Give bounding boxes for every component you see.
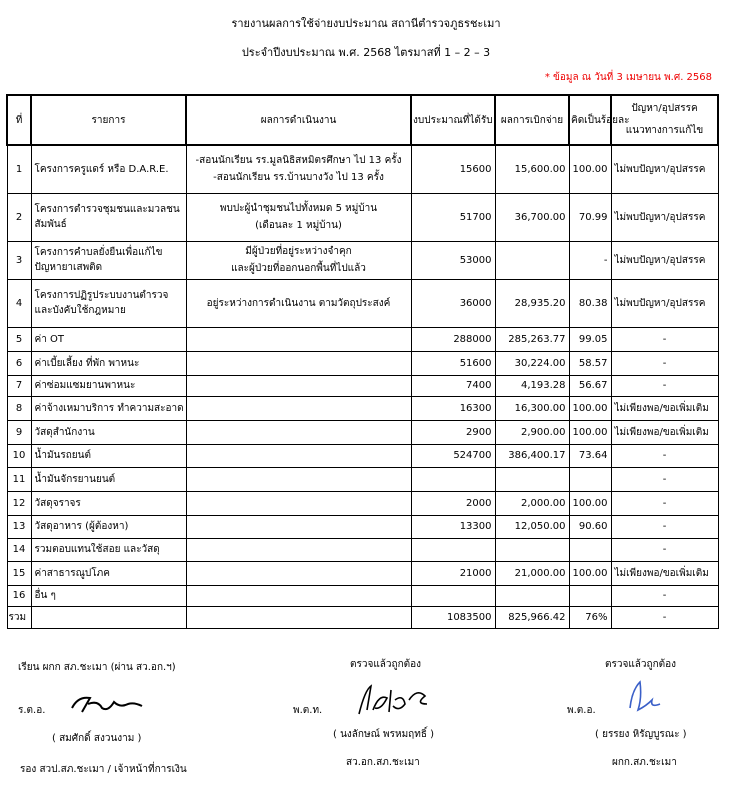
- row-item: น้ำมันจักรยานยนต์: [31, 467, 186, 491]
- report-subtitle: ประจำปีงบประมาณ พ.ศ. 2568 ไตรมาสที่ 1 – 2 – 3: [241, 46, 491, 59]
- right-signer-top: ตรวจแล้วถูกต้อง: [605, 659, 677, 670]
- row-problem: -: [611, 444, 718, 467]
- table-row: [7, 279, 718, 327]
- row-problem: ไม่พบปัญหา/อุปสรรค: [611, 279, 718, 327]
- row-number: 4: [7, 279, 31, 327]
- row-result: [186, 327, 411, 351]
- row-number: 16: [7, 585, 31, 606]
- table-row: [7, 444, 718, 467]
- row-result: [186, 351, 411, 375]
- table-row: [7, 327, 718, 351]
- table-row: [7, 241, 718, 279]
- row-item: รวมตอบแทนใช้สอย และวัสดุ: [31, 538, 186, 561]
- row-problem: -: [611, 351, 718, 375]
- result-line: -สอนนักเรียน รร.มูลนิธิสหมิตรศึกษา ไป 13 ครั้ง: [195, 155, 402, 167]
- result-line: -สอนนักเรียน รร.บ้านบางวัง ไป 13 ครั้ง: [213, 172, 384, 184]
- middle-signer-top: ตรวจแล้วถูกต้อง: [350, 659, 422, 670]
- row-number: 12: [7, 491, 31, 515]
- row-budget: 16300: [411, 396, 495, 420]
- right-signer-name: ( ยรรยง หิรัญบูรณะ ): [595, 729, 687, 740]
- row-problem: -: [611, 327, 718, 351]
- result-line: และผู้ป่วยที่ออกนอกพื้นที่ไปแล้ว: [231, 263, 366, 274]
- row-spent: 30,224.00: [495, 351, 569, 375]
- total-item: [31, 606, 186, 628]
- table-row: [7, 491, 718, 515]
- row-spent: 12,050.00: [495, 515, 569, 538]
- row-problem: ไม่เพียงพอ/ขอเพิ่มเติม: [611, 561, 718, 585]
- row-budget: [411, 467, 495, 491]
- left-signer-top: เรียน ผกก สภ.ชะเมา (ผ่าน สว.อก.ฯ): [18, 662, 176, 673]
- header-problem: [611, 95, 718, 145]
- row-problem: -: [611, 585, 718, 606]
- row-result: [186, 585, 411, 606]
- row-budget: 15600: [411, 145, 495, 193]
- row-budget: [411, 585, 495, 606]
- report-title: รายงานผลการใช้จ่ายงบประมาณ สถานีตำรวจภูธรชะเมา: [231, 17, 501, 30]
- result-line: พบปะผู้นำชุมชนไปทั้งหมด 5 หมู่บ้าน: [219, 203, 378, 214]
- middle-signer-position: สว.อก.สภ.ชะเมา: [346, 757, 420, 768]
- row-problem: -: [611, 538, 718, 561]
- row-budget: 2000: [411, 491, 495, 515]
- row-spent: [495, 538, 569, 561]
- row-spent: 36,700.00: [495, 193, 569, 241]
- row-number: 9: [7, 420, 31, 444]
- row-number: 3: [7, 241, 31, 279]
- row-item: วัสดุจราจร: [31, 491, 186, 515]
- row-spent: [495, 241, 569, 279]
- row-percent: [569, 538, 611, 561]
- row-item: ค่า OT: [31, 327, 186, 351]
- row-number: 6: [7, 351, 31, 375]
- total-spent: 825,966.42: [495, 606, 569, 628]
- row-percent: 73.64: [569, 444, 611, 467]
- row-budget: 524700: [411, 444, 495, 467]
- row-result: [186, 193, 411, 241]
- row-percent: 100.00: [569, 145, 611, 193]
- row-item: ค่าเบี้ยเลี้ยง ที่พัก พาหนะ: [31, 351, 186, 375]
- result-line: มีผู้ป่วยที่อยู่ระหว่างจำคุก: [245, 246, 352, 257]
- row-percent: 100.00: [569, 420, 611, 444]
- table-row: [7, 351, 718, 375]
- row-result: [186, 561, 411, 585]
- row-percent: 100.00: [569, 561, 611, 585]
- row-item: น้ำมันรถยนต์: [31, 444, 186, 467]
- row-percent: 58.57: [569, 351, 611, 375]
- row-result: [186, 538, 411, 561]
- row-spent: 21,000.00: [495, 561, 569, 585]
- row-number: 5: [7, 327, 31, 351]
- row-percent: 80.38: [569, 279, 611, 327]
- header-problem-line2: แนวทางการแก้ไข: [625, 125, 704, 136]
- right-signer-position: ผกก.สภ.ชะเมา: [612, 757, 677, 768]
- row-spent: [495, 585, 569, 606]
- middle-signature-scribble: [355, 680, 435, 720]
- left-signer-rank: ร.ต.อ.: [18, 705, 46, 716]
- row-percent: 70.99: [569, 193, 611, 241]
- row-item: โครงการครูแดร์ หรือ D.A.R.E.: [31, 145, 186, 193]
- row-number: 7: [7, 375, 31, 396]
- table-row: [7, 145, 718, 193]
- data-date-note: * ข้อมูล ณ วันที่ 3 เมษายน พ.ศ. 2568: [544, 72, 712, 83]
- row-item: ค่าจ้างเหมาบริการ ทำความสะอาด: [31, 396, 186, 420]
- row-budget: 36000: [411, 279, 495, 327]
- row-number: 8: [7, 396, 31, 420]
- row-budget: 7400: [411, 375, 495, 396]
- row-problem: ไม่พบปัญหา/อุปสรรค: [611, 193, 718, 241]
- row-percent: 99.05: [569, 327, 611, 351]
- left-signer-position: รอง สวป.สภ.ชะเมา / เจ้าหน้าที่การเงิน: [20, 764, 187, 775]
- middle-signer-name: ( นงลักษณ์ พรหมฤทธิ์ ): [333, 729, 435, 740]
- row-problem: -: [611, 515, 718, 538]
- row-budget: [411, 538, 495, 561]
- row-number: 14: [7, 538, 31, 561]
- table-row: [7, 467, 718, 491]
- row-spent: 2,900.00: [495, 420, 569, 444]
- row-problem: ไม่เพียงพอ/ขอเพิ่มเติม: [611, 396, 718, 420]
- header-problem-line1: ปัญหา/อุปสรรค: [631, 103, 698, 114]
- row-problem: -: [611, 491, 718, 515]
- row-spent: 16,300.00: [495, 396, 569, 420]
- right-signer-rank: พ.ต.อ.: [567, 705, 596, 716]
- middle-signer-rank: พ.ต.ท.: [293, 705, 323, 716]
- table-row: [7, 420, 718, 444]
- row-item: ค่าซ่อมแซมยานพาหนะ: [31, 375, 186, 396]
- row-percent: 100.00: [569, 396, 611, 420]
- table-row: [7, 538, 718, 561]
- row-item: โครงการตำรวจชุมชนและมวลชนสัมพันธ์: [31, 193, 186, 241]
- row-result: [186, 279, 411, 327]
- result-line: อยู่ระหว่างการดำเนินงาน ตามวัตถุประสงค์: [206, 297, 391, 309]
- row-result: [186, 396, 411, 420]
- total-row: [7, 606, 718, 628]
- row-result: [186, 420, 411, 444]
- row-item: อื่น ๆ: [31, 585, 186, 606]
- row-spent: 4,193.28: [495, 375, 569, 396]
- table-row: [7, 585, 718, 606]
- row-number: 10: [7, 444, 31, 467]
- table-row: [7, 375, 718, 396]
- result-line: (เดือนละ 1 หมู่บ้าน): [255, 220, 342, 231]
- row-item: โครงการปฏิรูประบบงานตำรวจและบังคับใช้กฎหมาย: [31, 279, 186, 327]
- total-budget: 1083500: [411, 606, 495, 628]
- total-percent: 76%: [569, 606, 611, 628]
- left-signer-name: ( สมศักดิ์ สงวนงาม ): [52, 733, 142, 744]
- row-result: [186, 515, 411, 538]
- header-percent: คิดเป็นร้อยละ: [569, 95, 611, 145]
- row-number: 13: [7, 515, 31, 538]
- row-problem: ไม่พบปัญหา/อุปสรรค: [611, 241, 718, 279]
- table-row: [7, 193, 718, 241]
- total-problem: -: [611, 606, 718, 628]
- row-item: โครงการคำบลยั่งยืนเพื่อแก้ไขปัญหายาเสพติด: [31, 241, 186, 279]
- row-item: วัสดุสำนักงาน: [31, 420, 186, 444]
- total-label: รวม: [7, 606, 31, 628]
- row-percent: 90.60: [569, 515, 611, 538]
- row-percent: [569, 467, 611, 491]
- row-result: [186, 241, 411, 279]
- row-percent: -: [569, 241, 611, 279]
- row-problem: -: [611, 467, 718, 491]
- header-budget: งบประมาณที่ได้รับ: [411, 95, 495, 145]
- row-spent: 28,935.20: [495, 279, 569, 327]
- row-number: 15: [7, 561, 31, 585]
- row-spent: [495, 467, 569, 491]
- row-result: [186, 491, 411, 515]
- table-row: [7, 396, 718, 420]
- row-result: [186, 145, 411, 193]
- header-result: ผลการดำเนินงาน: [186, 95, 411, 145]
- row-item: วัสดุอาหาร (ผู้ต้องหา): [31, 515, 186, 538]
- table-row: [7, 561, 718, 585]
- header-no: ที่: [7, 95, 31, 145]
- row-budget: 288000: [411, 327, 495, 351]
- row-percent: 100.00: [569, 491, 611, 515]
- budget-table: [6, 94, 719, 629]
- header-spent: ผลการเบิกจ่าย: [495, 95, 569, 145]
- row-problem: ไม่เพียงพอ/ขอเพิ่มเติม: [611, 420, 718, 444]
- row-budget: 2900: [411, 420, 495, 444]
- row-budget: 13300: [411, 515, 495, 538]
- row-number: 11: [7, 467, 31, 491]
- row-result: [186, 467, 411, 491]
- row-percent: 56.67: [569, 375, 611, 396]
- row-spent: 15,600.00: [495, 145, 569, 193]
- row-spent: 285,263.77: [495, 327, 569, 351]
- left-signature-scribble: [68, 688, 148, 718]
- row-spent: 2,000.00: [495, 491, 569, 515]
- row-budget: 51600: [411, 351, 495, 375]
- header-item: รายการ: [31, 95, 186, 145]
- row-item: ค่าสาธารณูปโภค: [31, 561, 186, 585]
- row-result: [186, 375, 411, 396]
- row-number: 1: [7, 145, 31, 193]
- table-row: [7, 515, 718, 538]
- row-budget: 21000: [411, 561, 495, 585]
- row-number: 2: [7, 193, 31, 241]
- row-problem: ไม่พบปัญหา/อุปสรรค: [611, 145, 718, 193]
- row-spent: 386,400.17: [495, 444, 569, 467]
- row-percent: [569, 585, 611, 606]
- right-signature-scribble: [612, 676, 672, 716]
- row-budget: 51700: [411, 193, 495, 241]
- row-budget: 53000: [411, 241, 495, 279]
- total-result: [186, 606, 411, 628]
- row-result: [186, 444, 411, 467]
- row-problem: -: [611, 375, 718, 396]
